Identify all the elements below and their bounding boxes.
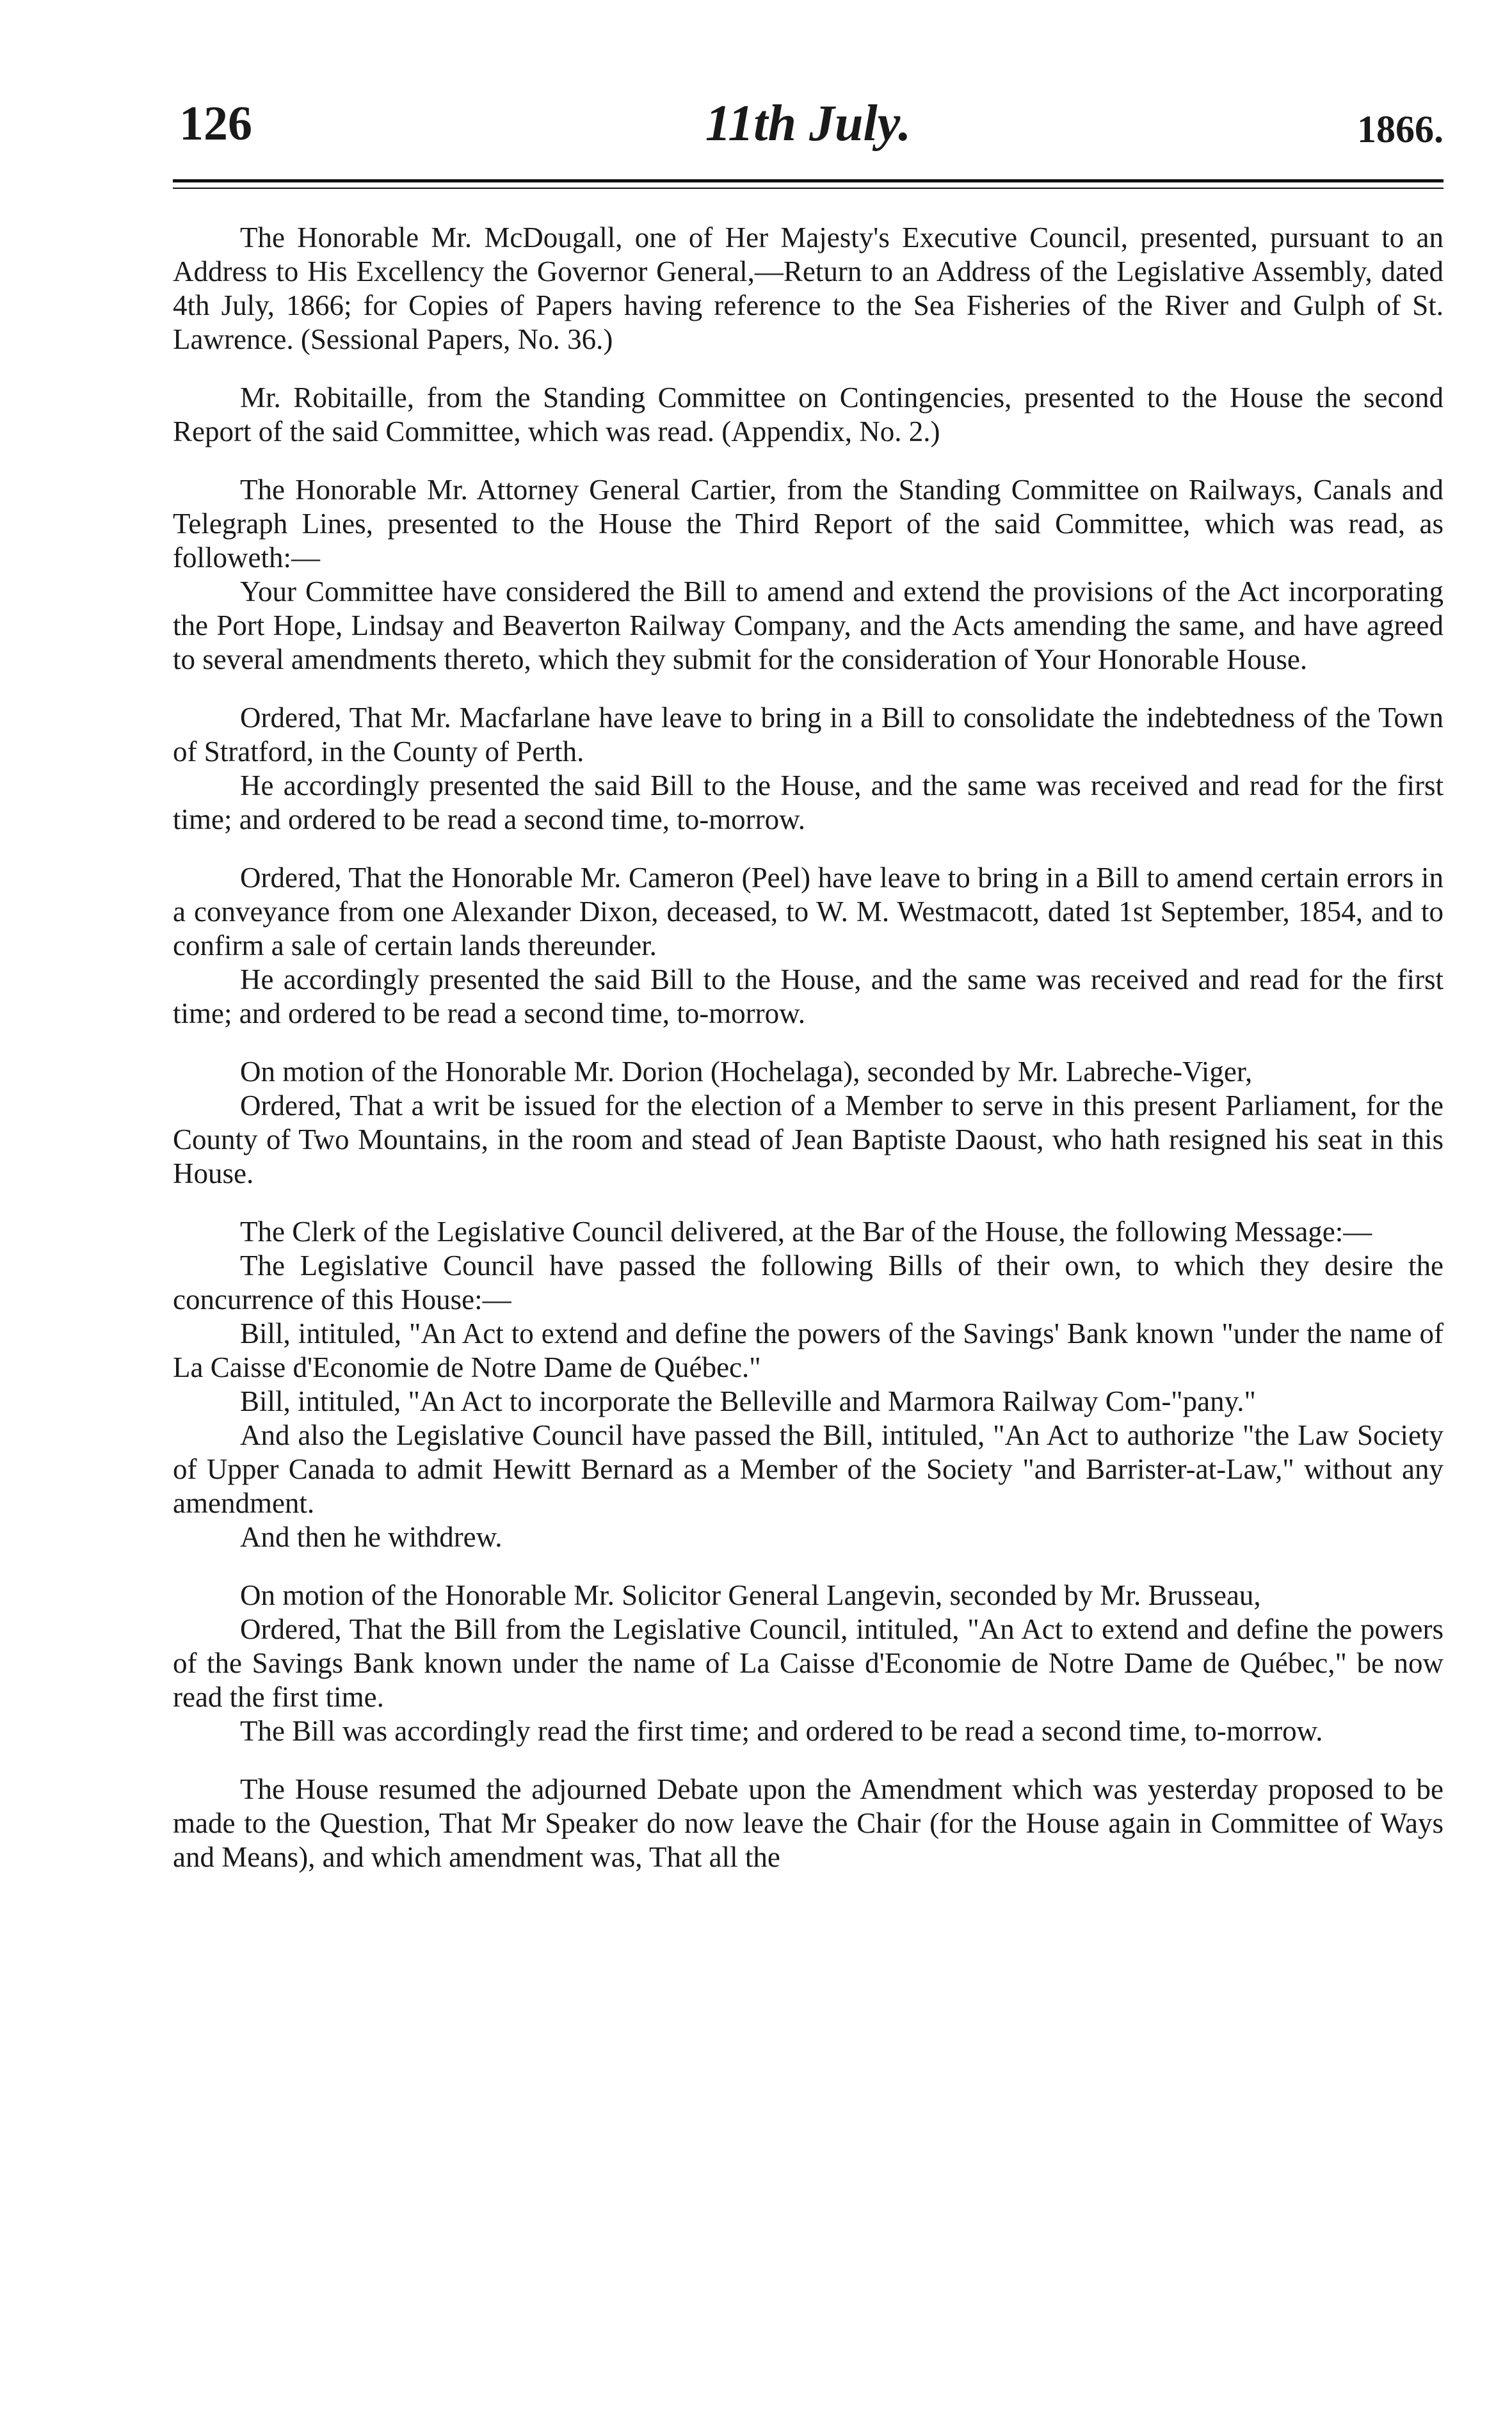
paragraph-line: Ordered, That Mr. Macfarlane have leave to bring in a Bill to consolidate the indebtedness of the Town of Stratford, in the County of Perth. (173, 702, 1444, 768)
paragraph-line: And also the Legislative Council have passed the Bill, intituled, "An Act to authorize "the Law Society of Upper Canada to admit Hewitt Bernard as a Member of the Society "and Barrister-at-Law," without any amendment. (173, 1419, 1444, 1519)
page-header (173, 83, 1444, 179)
paragraph-line: Ordered, That the Honorable Mr. Cameron (Peel) have leave to bring in a Bill to amend certain errors in a conveyance from one Alexander Dixon, deceased, to W. M. Westmacott, dated 1st September, 1854, and to confirm a sale of certain lands thereunder. (173, 862, 1444, 962)
paragraph-line: Your Committee have considered the Bill to amend and extend the provisions of the Act incorporating the Port Hope, Lindsay and Beaverton Railway Company, and the Acts amending the same, and have agreed to several amendments thereto, which they submit for the consideration of Your Honorable House. (173, 575, 1444, 675)
paragraph-line: The Bill was accordingly read the first time; and ordered to be read a second time, to-morrow. (240, 1715, 1323, 1747)
paragraph-line: The Honorable Mr. Attorney General Cartier, from the Standing Committee on Railways, Canals and Telegraph Lines, presented to the House the Third Report of the said Committee, which was read, as followeth:— (173, 474, 1444, 574)
header-rule (173, 179, 1444, 189)
paragraph-line: The Legislative Council have passed the following Bills of their own, to which they desire the concurrence of this House:— (173, 1250, 1444, 1316)
paragraph-writ (173, 1055, 1444, 1191)
page-date: 11th July. (705, 95, 912, 152)
paragraph-line: He accordingly presented the said Bill to the House, and the same was received and read for the first time; and ordered to be read a second time, to-morrow. (173, 769, 1444, 835)
paragraph-line: The House resumed the adjourned Debate upon the Amendment which was yesterday proposed to be made to the Question, That Mr Speaker do now leave the Chair (for the House again in Committee of Ways and Means), and which amendment was, That all the (173, 1773, 1444, 1873)
paragraph-contingencies (173, 381, 1444, 449)
paragraph-stratford-bill (173, 701, 1444, 837)
paragraph-line: Mr. Robitaille, from the Standing Committee on Contingencies, presented to the House the second Report of the said Committee, which was read. (Appendix, No. 2.) (173, 382, 1444, 447)
paragraph-line: Ordered, That the Bill from the Legislative Council, intituled, "An Act to extend and define the powers of the Savings Bank known under the name of La Caisse d'Economie de Notre Dame de Québec," be now read the first time. (173, 1613, 1444, 1713)
paragraph-council-message (173, 1215, 1444, 1554)
paragraph-railways-report (173, 473, 1444, 677)
paragraph-line: Ordered, That a writ be issued for the election of a Member to serve in this present Parliament, for the County of Two Mountains, in the room and stead of Jean Baptiste Daoust, who hath resigned his seat in this House. (173, 1090, 1444, 1189)
paragraph-adjourned-debate (173, 1773, 1444, 1874)
paragraph-line: Bill, intituled, "An Act to incorporate the Belleville and Marmora Railway Com-"pany." (240, 1385, 1256, 1417)
paragraph-line: And then he withdrew. (240, 1521, 503, 1553)
paragraph-line: On motion of the Honorable Mr. Dorion (Hochelaga), seconded by Mr. Labreche-Viger, (240, 1056, 1253, 1088)
paragraph-line: The Honorable Mr. McDougall, one of Her Majesty's Executive Council, presented, pursuant to an Address to His Excellency the Governor General,—Return to an Address of the Legislative Assembly, dated 4th July, 1866; for Copies of Papers having reference to the Sea Fisheries of the River and Gulph of St. Lawrence. (Sessional Papers, No. 36.) (173, 221, 1444, 355)
paragraph-line: On motion of the Honorable Mr. Solicitor General Langevin, seconded by Mr. Brusseau, (240, 1579, 1261, 1611)
paragraph-line: Bill, intituled, "An Act to extend and define the powers of the Savings' Bank known "under the name of La Caisse d'Economie de Notre Dame de Québec." (173, 1317, 1444, 1383)
paragraph-line: The Clerk of the Legislative Council delivered, at the Bar of the House, the following Message:— (240, 1216, 1372, 1248)
paragraph-sessional-papers (173, 221, 1444, 357)
document-page (173, 83, 1444, 1899)
page-year: 1866. (1357, 108, 1444, 150)
paragraph-savings-bank-bill (173, 1579, 1444, 1748)
paragraph-line: He accordingly presented the said Bill to the House, and the same was received and read for the first time; and ordered to be read a second time, to-morrow. (173, 963, 1444, 1029)
page-number: 126 (179, 97, 252, 150)
paragraph-conveyance-bill (173, 861, 1444, 1031)
